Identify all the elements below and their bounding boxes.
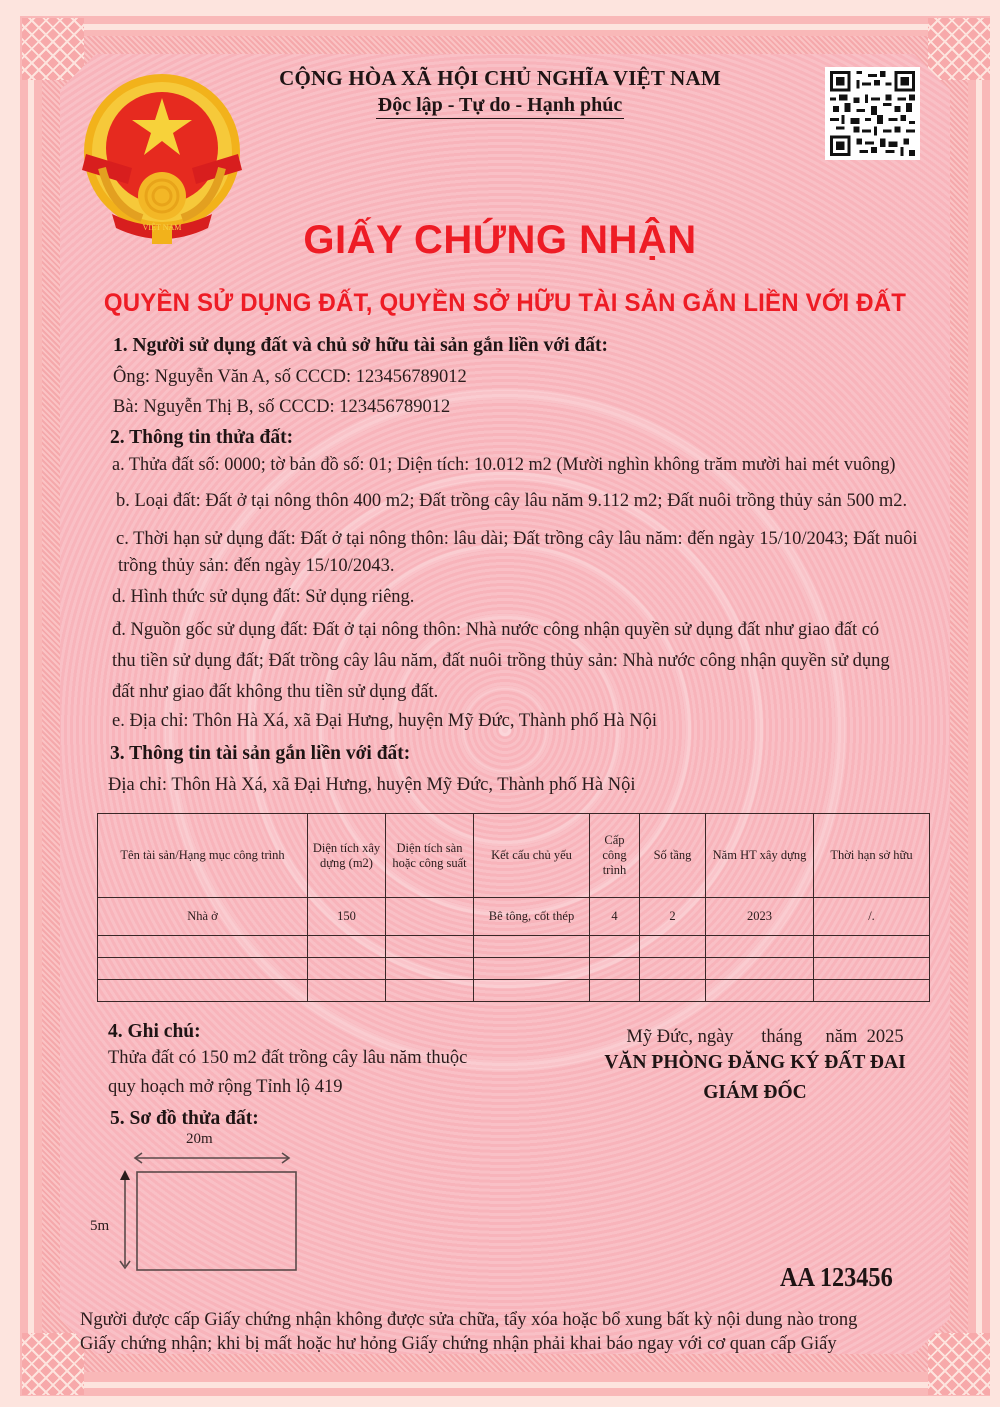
column-header: Tên tài sản/Hạng mục công trình xyxy=(98,814,308,898)
table-cell xyxy=(706,936,814,958)
section1-heading: 1. Người sử dụng đất và chủ sở hữu tài sản gắn liền với đất: xyxy=(113,335,608,356)
table-cell xyxy=(474,980,590,1002)
table-cell xyxy=(474,936,590,958)
note-line-2: quy hoạch mở rộng Tỉnh lộ 419 xyxy=(108,1077,343,1097)
table-cell xyxy=(308,958,386,980)
table-cell: 4 xyxy=(590,898,640,936)
table-cell xyxy=(386,936,474,958)
parcel-outline xyxy=(137,1172,296,1270)
signer-position: GIÁM ĐỐC xyxy=(703,1082,807,1103)
section2-heading: 2. Thông tin thửa đất: xyxy=(110,427,294,448)
section3-heading: 3. Thông tin tài sản gắn liền với đất: xyxy=(110,743,411,764)
table-cell: /. xyxy=(814,898,930,936)
land-term-c-line1: c. Thời hạn sử dụng đất: Đất ở tại nông thôn: lâu dài; Đất trồng cây lâu năm: đến ngày 15/10/2043; Đất nuôi xyxy=(116,529,918,549)
table-cell: Bê tông, cốt thép xyxy=(474,898,590,936)
land-type-b: b. Loại đất: Đất ở tại nông thôn 400 m2; Đất trồng cây lâu năm 9.112 m2; Đất nuôi trồng thủy sản 500 m2. xyxy=(116,491,908,511)
table-row xyxy=(98,958,930,980)
table-cell xyxy=(98,958,308,980)
table-cell xyxy=(98,936,308,958)
corner-ornament-top-right xyxy=(928,18,990,80)
table-cell: 2 xyxy=(640,898,706,936)
footer-line-1: Người được cấp Giấy chứng nhận không được sửa chữa, tẩy xóa hoặc bổ xung bất kỳ nội dung nào trong xyxy=(80,1310,858,1330)
table-cell xyxy=(706,958,814,980)
note-line-1: Thửa đất có 150 m2 đất trồng cây lâu năm thuộc xyxy=(108,1048,468,1068)
table-row xyxy=(98,936,930,958)
column-header: Năm HT xây dựng xyxy=(706,814,814,898)
nation-name: CỘNG HÒA XÃ HỘI CHỦ NGHĨA VIỆT NAM xyxy=(279,66,721,90)
column-header: Cấp công trình xyxy=(590,814,640,898)
table-cell xyxy=(474,958,590,980)
table-row xyxy=(98,980,930,1002)
table-cell xyxy=(308,936,386,958)
issuing-office: VĂN PHÒNG ĐĂNG KÝ ĐẤT ĐAI xyxy=(604,1052,906,1073)
parcel-info-a: a. Thửa đất số: 0000; tờ bản đồ số: 01; Diện tích: 10.012 m2 (Mười nghìn không trăm mười hai mét vuông) xyxy=(112,455,896,475)
column-header: Diện tích sàn hoặc công suất xyxy=(386,814,474,898)
certificate-title: GIẤY CHỨNG NHẬN xyxy=(303,218,697,262)
footer-line-2: Giấy chứng nhận; khi bị mất hoặc hư hỏng Giấy chứng nhận phải khai báo ngay với cơ quan cấp Giấy xyxy=(80,1334,837,1354)
asset-table xyxy=(97,813,930,1002)
table-cell xyxy=(814,936,930,958)
table-cell xyxy=(308,980,386,1002)
serial-number: AA 123456 xyxy=(780,1262,893,1292)
national-motto-text: Độc lập - Tự do - Hạnh phúc xyxy=(376,94,624,119)
table-cell xyxy=(814,958,930,980)
table-cell xyxy=(814,980,930,1002)
column-header: Số tầng xyxy=(640,814,706,898)
table-cell xyxy=(98,980,308,1002)
table-cell xyxy=(386,898,474,936)
column-header: Kết cấu chủ yếu xyxy=(474,814,590,898)
section5-heading: 5. Sơ đồ thửa đất: xyxy=(110,1108,259,1129)
footer-warning xyxy=(80,1308,940,1356)
owner-2: Bà: Nguyễn Thị B, số CCCD: 123456789012 xyxy=(113,397,451,417)
table-row xyxy=(98,898,930,936)
parcel-height-label: 5m xyxy=(90,1218,110,1234)
table-cell xyxy=(590,980,640,1002)
land-origin-dd-line2: thu tiền sử dụng đất; Đất trồng cây lâu năm, đất nuôi trồng thủy sản: Nhà nước công nhận quyền sử dụng xyxy=(112,651,890,671)
table-cell xyxy=(590,958,640,980)
place-date: Mỹ Đức, ngày tháng năm 2025 xyxy=(626,1027,904,1047)
land-term-c-line2: trồng thủy sản: đến ngày 15/10/2043. xyxy=(118,556,395,576)
national-motto xyxy=(250,94,750,117)
table-cell xyxy=(590,936,640,958)
svg-text:VIỆT NAM: VIỆT NAM xyxy=(142,223,182,232)
corner-ornament-bottom-left xyxy=(22,1333,84,1395)
table-cell: 2023 xyxy=(706,898,814,936)
certificate-subtitle: QUYỀN SỬ DỤNG ĐẤT, QUYỀN SỞ HỮU TÀI SẢN GẮN LIỀN VỚI ĐẤT xyxy=(103,289,907,317)
table-cell xyxy=(640,958,706,980)
table-cell: Nhà ở xyxy=(98,898,308,936)
owner-1: Ông: Nguyễn Văn A, số CCCD: 123456789012 xyxy=(113,367,467,387)
table-cell xyxy=(640,936,706,958)
parcel-diagram xyxy=(115,1148,305,1283)
table-cell xyxy=(386,980,474,1002)
land-origin-dd-line3: đất như giao đất không thu tiền sử dụng đất. xyxy=(112,682,439,702)
column-header: Thời hạn sở hữu xyxy=(814,814,930,898)
section4-heading: 4. Ghi chú: xyxy=(108,1021,201,1042)
parcel-width-label: 20m xyxy=(186,1131,213,1147)
table-cell: 150 xyxy=(308,898,386,936)
qr-code xyxy=(825,67,920,160)
asset-address: Địa chỉ: Thôn Hà Xá, xã Đại Hưng, huyện Mỹ Đức, Thành phố Hà Nội xyxy=(108,775,636,795)
table-cell xyxy=(640,980,706,1002)
table-cell xyxy=(706,980,814,1002)
table-cell xyxy=(386,958,474,980)
parcel-address-e: e. Địa chỉ: Thôn Hà Xá, xã Đại Hưng, huyện Mỹ Đức, Thành phố Hà Nội xyxy=(112,711,657,731)
table-header-row xyxy=(98,814,930,898)
usage-form-d: d. Hình thức sử dụng đất: Sử dụng riêng. xyxy=(112,587,415,607)
column-header: Diện tích xây dựng (m2) xyxy=(308,814,386,898)
land-origin-dd-line1: đ. Nguồn gốc sử dụng đất: Đất ở tại nông thôn: Nhà nước công nhận quyền sử dụng đất như giao đất có xyxy=(112,620,880,640)
